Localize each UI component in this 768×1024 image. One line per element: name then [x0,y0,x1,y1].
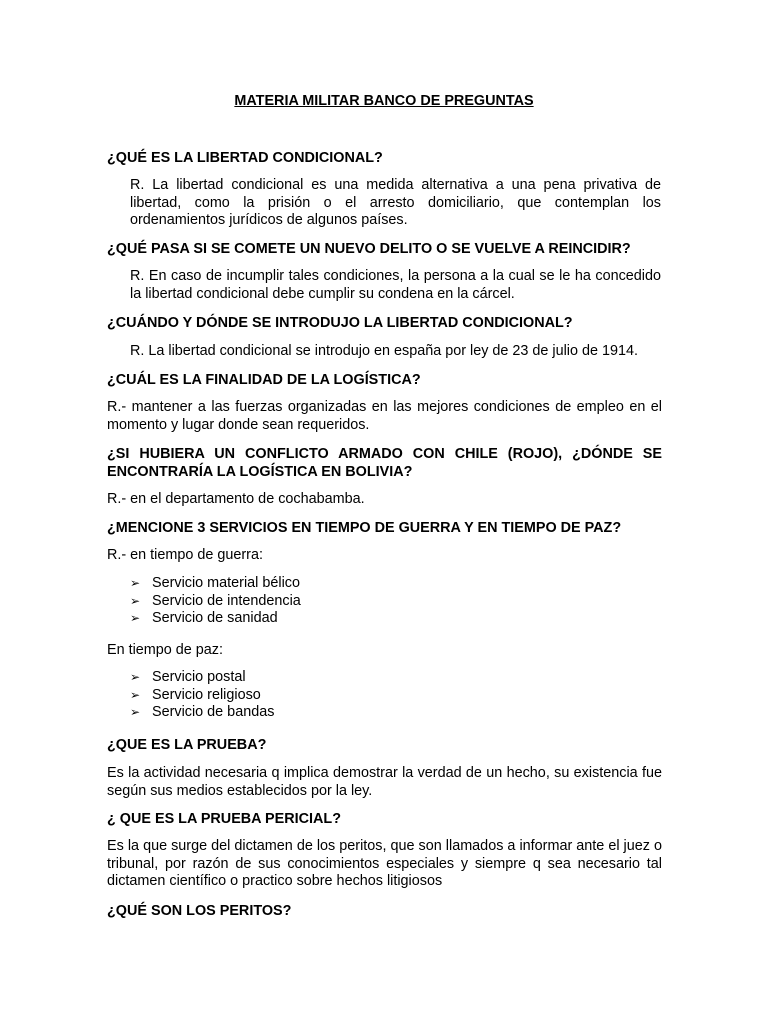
question-heading: ¿CUÁL ES LA FINALIDAD DE LA LOGÍSTICA? [107,372,421,388]
question-heading: ¿CUÁNDO Y DÓNDE SE INTRODUJO LA LIBERTAD CONDICIONAL? [107,315,573,331]
question-heading: ¿QUE ES LA PRUEBA? [107,737,267,753]
answer-text: R. La libertad condicional se introdujo en españa por ley de 23 de julio de 1914. [130,343,639,359]
question-heading: ¿QUÉ ES LA LIBERTAD CONDICIONAL? [107,150,383,166]
answer-text: En tiempo de paz: [107,642,223,658]
war-services-list [130,575,301,628]
question-heading: ¿ QUE ES LA PRUEBA PERICIAL? [107,811,341,827]
arrow-bullet-icon: ➢ [130,670,141,684]
list-item-label: Servicio postal [152,669,246,685]
peace-services-list [130,669,274,722]
list-item-label: Servicio material bélico [152,575,300,591]
answer-text: R. En caso de incumplir tales condiciones, la persona a la cual se le ha concedido la libertad condicional debe cumplir su condena en la cárcel. [130,268,661,302]
arrow-bullet-icon: ➢ [130,705,141,719]
question-heading: ¿MENCIONE 3 SERVICIOS EN TIEMPO DE GUERRA Y EN TIEMPO DE PAZ? [107,520,622,536]
arrow-bullet-icon: ➢ [130,687,141,702]
answer-text: R.- en tiempo de guerra: [107,547,263,563]
answer-text: Es la que surge del dictamen de los peritos, que son llamados a informar ante el juez o tribunal, por razón de sus conocimientos especiales y siempre q sea necesario tal dictamen científico o practico sobre hechos litigiosos [107,838,662,889]
list-item-label: Servicio de intendencia [152,592,301,609]
list-item-label: Servicio religioso [152,686,261,703]
list-item [130,704,274,722]
list-item [130,575,301,593]
answer-text: R.- mantener a las fuerzas organizadas en las mejores condiciones de empleo en el momento y lugar donde sean requeridos. [107,399,662,433]
answer-text: R. La libertad condicional es una medida alternativa a una pena privativa de libertad, como la prisión o el arresto domiciliario, que contemplan los ordenamientos jurídicos de algunos países. [130,177,661,228]
answer-text: R.- en el departamento de cochabamba. [107,491,365,507]
arrow-bullet-icon: ➢ [130,593,141,608]
question-heading: ¿QUÉ PASA SI SE COMETE UN NUEVO DELITO O SE VUELVE A REINCIDIR? [107,241,631,257]
list-item-label: Servicio de sanidad [152,610,278,626]
document-title: MATERIA MILITAR BANCO DE PREGUNTAS [234,93,534,109]
list-item-label: Servicio de bandas [152,704,275,720]
arrow-bullet-icon: ➢ [130,576,141,590]
arrow-bullet-icon: ➢ [130,611,141,625]
question-heading: ¿QUÉ SON LOS PERITOS? [107,903,292,919]
list-item [130,610,301,628]
list-item [130,687,274,705]
list-item [130,669,274,687]
answer-text: Es la actividad necesaria q implica demostrar la verdad de un hecho, su existencia fue según sus medios establecidos por la ley. [107,765,662,799]
list-item [130,593,301,611]
question-heading: ¿SI HUBIERA UN CONFLICTO ARMADO CON CHILE (ROJO), ¿DÓNDE SE ENCONTRARÍA LA LOGÍSTICA EN BOLIVIA? [107,446,662,480]
